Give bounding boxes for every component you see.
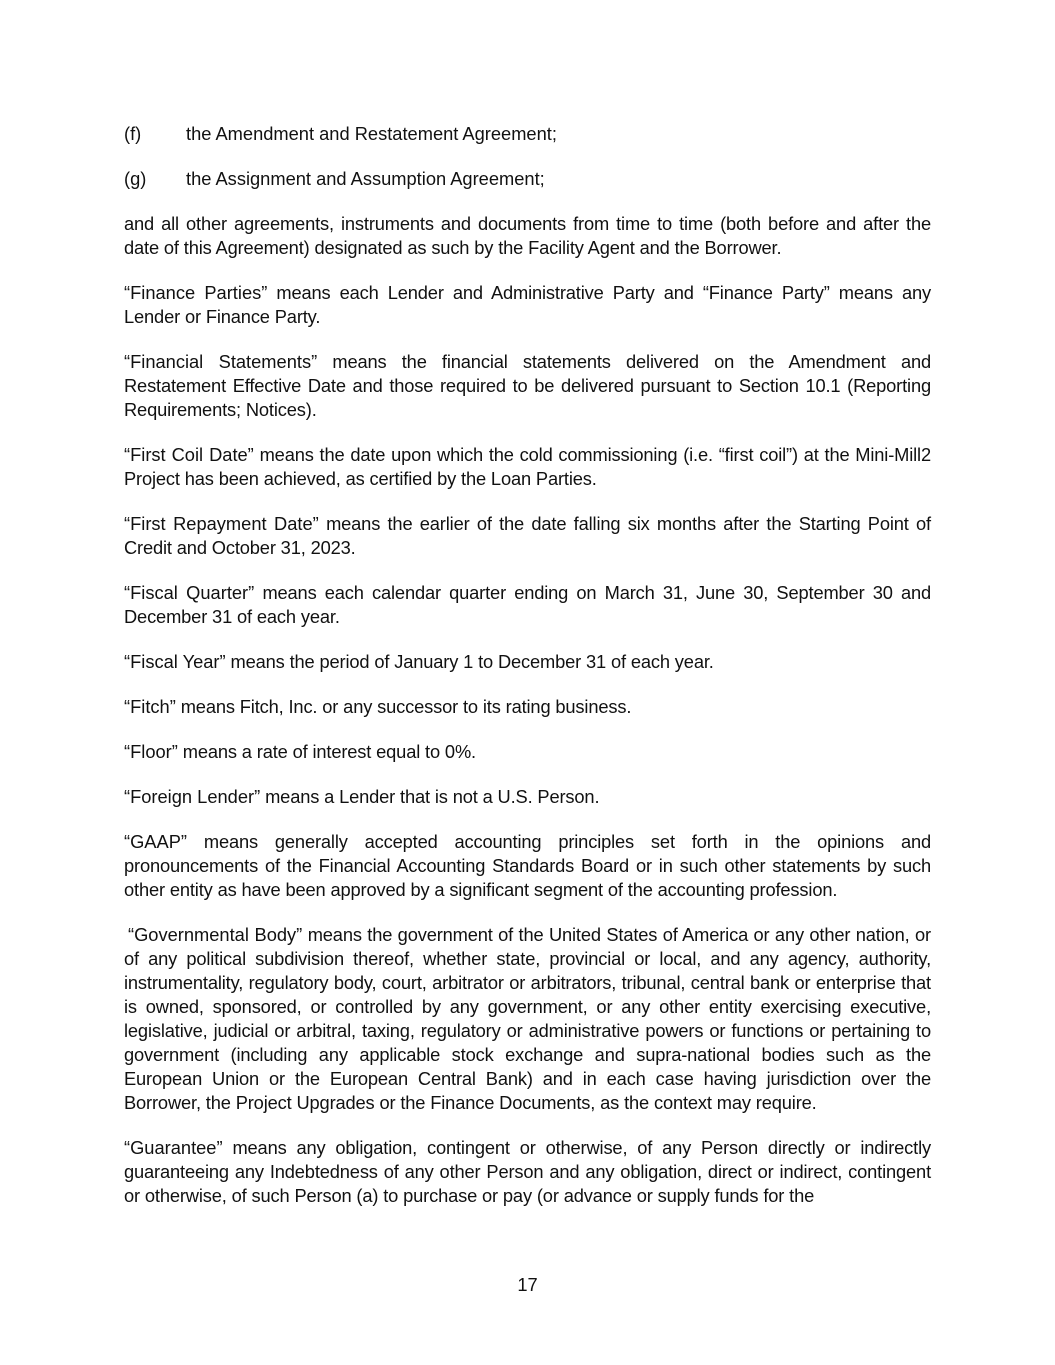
definition-governmental-body — [124, 923, 931, 1115]
definition-text: means generally accepted accounting principles set forth in the opinions and pronouncements of the Financial Accounting Standards Board or in such other statements by such other entity as have been approved by a significant segment of the accounting profession. — [124, 831, 931, 900]
list-item-f — [124, 122, 931, 146]
definition-text: means the date upon which the cold commissioning (i.e. “first coil”) at the Mini-Mill2 Project has been achieved, as certified by the Loan Parties. — [124, 444, 931, 489]
definition-text: means the period of January 1 to December 31 of each year. — [225, 651, 714, 672]
definition-fiscal-quarter — [124, 581, 931, 629]
defined-term: “Financial Statements” — [124, 351, 318, 372]
defined-term: “Foreign Lender” — [124, 786, 261, 807]
list-item-text: the Amendment and Restatement Agreement; — [186, 123, 557, 144]
definition-foreign-lender — [124, 785, 931, 809]
defined-term: “GAAP” — [124, 831, 187, 852]
list-item-label: (g) — [124, 168, 147, 189]
defined-term: “First Coil Date” — [124, 444, 254, 465]
list-item-g — [124, 167, 931, 191]
definition-finance-parties — [124, 281, 931, 329]
definition-text: means any obligation, contingent or otherwise, of any Person directly or indirectly guaranteeing any Indebtedness of any other Person and any obligation, direct or indirect, contingent or otherwise, of such Person (a) to purchase or pay (or advance or supply funds for the — [124, 1137, 931, 1206]
list-item-label: (f) — [124, 123, 142, 144]
definition-text: means the government of the United States of America or any other nation, or of any political subdivision thereof, whether state, provincial or local, and any agency, authority, instrumentality, regulatory body, court, arbitrator or arbitrators, tribunal, central bank or enterprise that is owned, sponsored, or controlled by any government, or any other entity exercising executive, legislative, judicial or arbitral, taxing, regulatory or administrative powers or functions or pertaining to government (including any applicable stock exchange and supra-national bodies such as the European Union or the European Central Bank) and in each case having jurisdiction over the Borrower, the Project Upgrades or the Finance Documents, as the context may require. — [124, 924, 931, 1113]
definition-text: means each Lender and Administrative Party and “Finance Party” means any Lender or Finance Party. — [124, 282, 931, 327]
defined-term: “Fiscal Year” — [124, 651, 226, 672]
defined-term: “Fitch” — [124, 696, 176, 717]
defined-term: “First Repayment Date” — [124, 513, 319, 534]
definition-text: means Fitch, Inc. or any successor to its rating business. — [175, 696, 632, 717]
document-body — [124, 122, 931, 1229]
definition-gaap — [124, 830, 931, 902]
list-item-text: the Assignment and Assumption Agreement; — [186, 168, 545, 189]
definition-floor — [124, 740, 931, 764]
definition-text: means the financial statements delivered on the Amendment and Restatement Effective Date and those required to be delivered pursuant to Section 10.1 (Reporting Requirements; Notices). — [124, 351, 931, 420]
defined-term: “Fiscal Quarter” — [124, 582, 255, 603]
paragraph-other-agreements — [124, 212, 931, 260]
defined-term: “Guarantee” — [124, 1137, 223, 1158]
defined-term: “Governmental Body” — [128, 924, 303, 945]
definition-text: means the earlier of the date falling six months after the Starting Point of Credit and October 31, 2023. — [124, 513, 931, 558]
definition-first-repayment-date — [124, 512, 931, 560]
paragraph-text: and all other agreements, instruments and documents from time to time (both before and after the date of this Agreement) designated as such by the Facility Agent and the Borrower. — [124, 213, 931, 258]
defined-term: “Finance Parties” — [124, 282, 268, 303]
defined-term: “Floor” — [124, 741, 178, 762]
page-number: 17 — [517, 1274, 538, 1295]
definition-first-coil-date — [124, 443, 931, 491]
definition-fiscal-year — [124, 650, 931, 674]
definition-guarantee — [124, 1136, 931, 1208]
definition-financial-statements — [124, 350, 931, 422]
definition-text: means a rate of interest equal to 0%. — [177, 741, 476, 762]
definition-text: means a Lender that is not a U.S. Person. — [260, 786, 600, 807]
definition-text: means each calendar quarter ending on March 31, June 30, September 30 and December 31 of each year. — [124, 582, 931, 627]
definition-fitch — [124, 695, 931, 719]
